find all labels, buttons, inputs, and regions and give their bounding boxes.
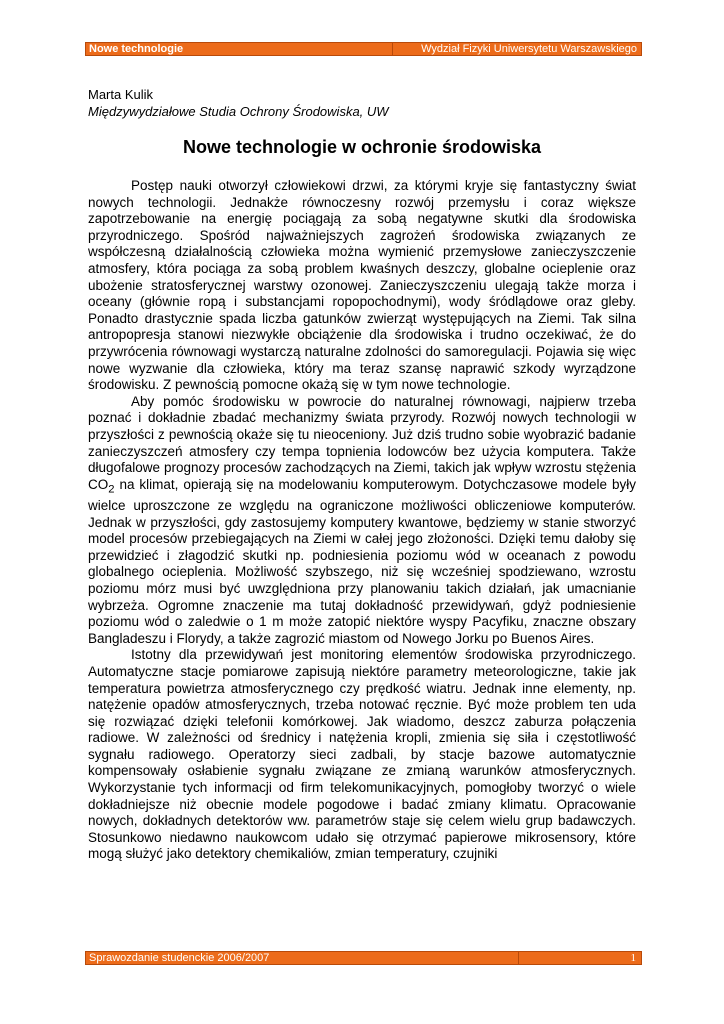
page-header-bar	[85, 42, 642, 56]
page-number: 1	[630, 952, 636, 964]
footer-divider	[518, 952, 519, 964]
paragraph-2	[88, 394, 636, 648]
header-institution: Wydział Fizyki Uniwersytetu Warszawskiego	[421, 43, 637, 55]
document-title: Nowe technologie w ochronie środowiska	[182, 137, 542, 157]
author-name: Marta Kulik	[88, 87, 154, 102]
co2-subscript: 2	[108, 483, 115, 496]
document-body	[88, 178, 636, 863]
paragraph-2-start: Aby pomóc środowisku w powrocie do naturalnej równowagi, najpierw trzeba poznać i dokładnie zbadać mechanizmy świata przyrody. Rozwój nowych technologii w przyszłości z pewnością okaże się tu nieoceniony. Już dziś trudno sobie wyobrazić badanie zanieczyszczeń atmosfery czy tempa topnienia lodowców bez użycia komputera. Także długofalowe prognozy procesów zachodzących na Ziemi, takich jak wpływ wzrostu stężenia CO	[88, 393, 636, 492]
footer-report-label: Sprawozdanie studenckie 2006/2007	[89, 952, 270, 964]
paragraph-1: Postęp nauki otworzył człowiekowi drzwi, za którymi kryje się fantastyczny świat nowych technologii. Jednakże równoczesny rozwój przemysłu i coraz większe zapotrzebowanie na energię pociągają za sobą negatywne skutki dla środowiska przyrodniczego. Spośród najważniejszych zagrożeń środowiska związanych ze współczesną działalnością człowieka można wymienić przemysłowe zanieczyszczenie atmosfery, która pociąga za sobą problem kwaśnych deszczy, globalne ocieplenie oraz ubożenie stratosferycznej warstwy ozonowej. Zanieczyszczeniu ulegają także morza i oceany (głównie ropą i substancjami ropopochodnymi), wody śródlądowe oraz gleby. Ponadto drastycznie spada liczba gatunków zwierząt występujących na Ziemi. Tak silna antropopresja stanowi niezwykłe obciążenie dla środowiska i trudno oczekiwać, że do przywrócenia równowagi wystarczą naturalne zdolności do samoregulacji. Pojawia się więc nowe wyzwanie dla człowieka, który ma teraz szansę naprawić szkody wyrządzone środowisku. Z pewnością pomocne okażą się w tym nowe technologie.	[88, 178, 636, 393]
paragraph-3: Istotny dla przewidywań jest monitoring elementów środowiska przyrodniczego. Automatyczne stacje pomiarowe zapisują niektóre parametry meteorologiczne, takie jak temperatura powietrza atmosferycznego czy prędkość wiatru. Jednak inne elementy, np. natężenie opadów atmosferycznych, trzeba notować ręcznie. Być może problem ten uda się rozwiązać dzięki telefonii komórkowej. Jak wiadomo, deszcz zaburza połączenia radiowe. W zależności od średnicy i natężenia kropli, zmienia się siła i częstotliwość sygnału radiowego. Operatorzy sieci zadbali, by stacje bazowe automatycznie kompensowały osłabienie sygnału związane ze zmianą warunków atmosferycznych. Wykorzystanie tych informacji od firm telekomunikacyjnych, pomogłoby tworzyć o wiele dokładniejsze niż obecnie modele pogodowe i badać zmiany klimatu. Opracowanie nowych, dokładnych detektorów ww. parametrów staje się celem wielu grup badawczych. Stosunkowo niedawno naukowcom udało się otrzymać papierowe mikrosensory, które mogą służyć jako detektory chemikaliów, zmian temperatury, czujniki	[88, 647, 636, 862]
header-section-title: Nowe technologie	[89, 43, 184, 55]
paragraph-2-end: na klimat, opierają się na modelowaniu komputerowym. Dotychczasowe modele były wielce uproszczone ze względu na ograniczone możliwości obliczeniowe komputerów. Jednak w przyszłości, gdy zastosujemy komputery kwantowe, będziemy w stanie stworzyć model procesów przebiegających na Ziemi w całej jego złożoności. Dzięki temu dałoby się przewidzieć i złagodzić skutki np. podniesienia poziomu wód w oceanach z powodu globalnego ocieplenia. Możliwość szybszego, niż się wcześniej spodziewano, wzrostu poziomu mórz musi być uwzględniona przy planowaniu takich działań, jak umacnianie wybrzeża. Ogromne znaczenie ma tutaj dokładność przewidywań, gdyż podniesienie poziomu wód o zaledwie o 1 m może zatopić niektóre wyspy Pacyfiku, znaczne obszary Bangladeszu i Florydy, a także zagrozić miastom od Nowego Jorku po Buenos Aires.	[88, 476, 636, 646]
header-divider	[392, 43, 393, 55]
page-footer-bar	[85, 951, 642, 965]
author-affiliation: Międzywydziałowe Studia Ochrony Środowiska, UW	[88, 104, 389, 119]
